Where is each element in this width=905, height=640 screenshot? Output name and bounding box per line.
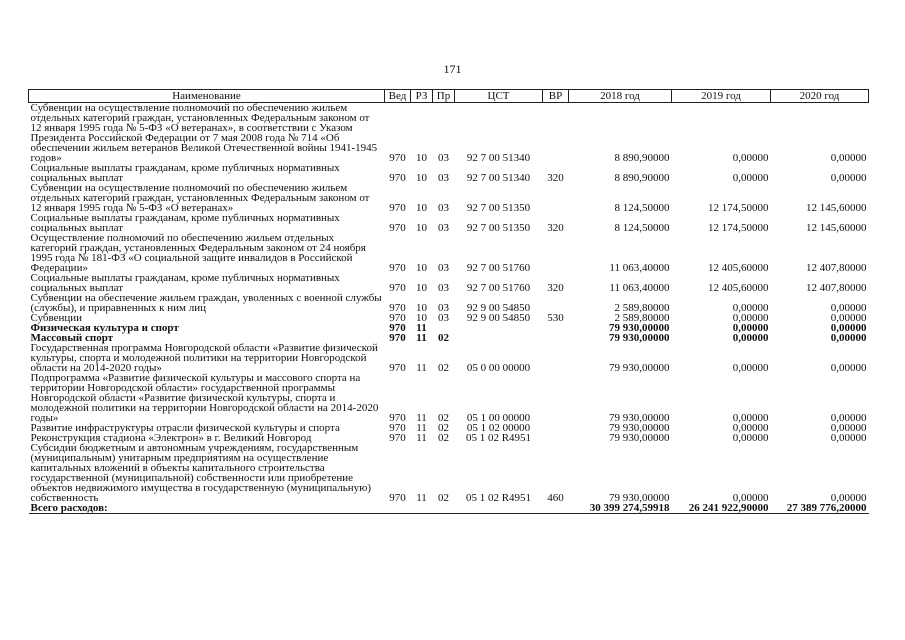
row-pr: 02 [438, 362, 449, 374]
table-row [29, 273, 869, 293]
row-vr [543, 343, 569, 373]
row-cst [455, 333, 543, 343]
header-2018: 2018 год [569, 90, 672, 103]
header-vr: ВР [543, 90, 569, 103]
table-row [29, 183, 869, 213]
row-2020: 12 407,80000 [806, 262, 867, 274]
row-vr [543, 103, 569, 164]
row-vr: 320 [547, 282, 564, 294]
row-name: Субвенции на осуществление полномочий по обеспечению жильем отдельных категорий граждан, установленных Федеральным законом от 12 января 1995 года № 5-ФЗ «О ветеранах» [30, 182, 370, 214]
row-rz: 11 [416, 322, 427, 334]
row-ved: 970 [389, 172, 406, 184]
header-pr: Пр [433, 90, 455, 103]
row-2020: 12 407,80000 [806, 282, 867, 294]
row-2019: 0,00000 [732, 422, 769, 434]
row-name: Социальные выплаты гражданам, кроме публичных нормативных социальных выплат [30, 212, 340, 234]
row-pr: 03 [438, 172, 449, 184]
row-2018: 11 063,40000 [609, 282, 670, 294]
header-2019: 2019 год [672, 90, 771, 103]
row-name: Субвенции на обеспечение жильем граждан, уволенных с военной службы (службы), и приравненных к ним лиц [30, 292, 382, 314]
row-name: Развитие инфраструктуры отрасли физической культуры и спорта [30, 422, 340, 434]
row-2019: 0,00000 [732, 312, 769, 324]
row-2019: 12 174,50000 [708, 222, 769, 234]
header-2020: 2020 год [771, 90, 869, 103]
row-vr: 320 [547, 172, 564, 184]
row-vr [543, 293, 569, 313]
row-pr: 03 [438, 222, 449, 234]
row-pr: 03 [438, 302, 449, 314]
row-2020: 0,00000 [830, 432, 867, 444]
row-vr [543, 183, 569, 213]
row-2019: 0,00000 [732, 362, 769, 374]
row-name: Реконструкция стадиона «Электрон» в г. Великий Новгород [30, 432, 312, 444]
row-vr [543, 373, 569, 423]
row-cst: 92 7 00 51350 [466, 222, 531, 234]
table-row [29, 163, 869, 183]
row-pr: 03 [438, 202, 449, 214]
header-name: Наименование [29, 90, 385, 103]
table-row [29, 213, 869, 233]
row-rz: 11 [416, 492, 427, 504]
row-2020: 0,00000 [830, 422, 867, 434]
row-vr [543, 333, 569, 343]
row-pr: 02 [438, 422, 449, 434]
row-name: Субвенции [30, 312, 83, 324]
row-rz: 10 [416, 262, 427, 274]
row-pr: 02 [438, 412, 449, 424]
row-name: Субвенции на осуществление полномочий по обеспечению жильем отдельных категорий граждан, установленных Федеральным законом от 12 января 1995 года № 5-ФЗ «О ветеранах», в соответствии с Указом Президента Российской Федерации от 7 мая 2008 года № 714 «Об обеспечении жильем ветеранов Великой Отечественной войны 1941-1945 годов» [30, 102, 378, 164]
row-2018: 79 930,00000 [609, 412, 670, 424]
row-rz: 10 [416, 202, 427, 214]
total-2018: 30 399 274,59918 [569, 503, 672, 514]
header-cst: ЦСТ [455, 90, 543, 103]
row-2018: 8 124,50000 [614, 222, 670, 234]
row-2020: 0,00000 [830, 332, 867, 344]
row-cst: 92 7 00 51760 [466, 262, 531, 274]
header-rz: РЗ [411, 90, 433, 103]
row-2018: 79 930,00000 [609, 492, 670, 504]
row-cst: 92 7 00 51340 [466, 152, 531, 164]
row-cst: 92 7 00 51340 [466, 172, 531, 184]
row-name: Государственная программа Новгородской области «Развитие физической культуры, спорта и молодежной политики на территории Новгородской области на 2014-2020 годы» [30, 342, 378, 374]
total-2019: 26 241 922,90000 [672, 503, 771, 514]
row-rz: 10 [416, 172, 427, 184]
row-ved: 970 [389, 412, 406, 424]
row-2020: 0,00000 [830, 302, 867, 314]
row-2020: 0,00000 [830, 492, 867, 504]
row-cst: 05 1 02 00000 [466, 422, 531, 434]
row-pr: 03 [438, 152, 449, 164]
row-vr [543, 433, 569, 443]
row-pr: 03 [438, 312, 449, 324]
budget-table [28, 89, 869, 514]
row-2018: 79 930,00000 [609, 322, 670, 334]
row-name: Физическая культура и спорт [30, 322, 179, 334]
row-ved: 970 [389, 362, 406, 374]
row-rz: 10 [416, 312, 427, 324]
table-header-row [29, 90, 869, 103]
row-ved: 970 [389, 312, 406, 324]
row-2019: 0,00000 [732, 412, 769, 424]
row-2019: 12 405,60000 [708, 282, 769, 294]
row-vr: 320 [547, 222, 564, 234]
row-2020: 0,00000 [830, 322, 867, 334]
row-cst: 05 1 00 00000 [466, 412, 531, 424]
row-name: Социальные выплаты гражданам, кроме публичных нормативных социальных выплат [30, 272, 340, 294]
row-cst: 92 9 00 54850 [466, 302, 531, 314]
row-vr [543, 423, 569, 433]
row-2018: 8 890,90000 [614, 152, 670, 164]
row-vr [543, 323, 569, 333]
row-ved: 970 [389, 262, 406, 274]
table-row [29, 373, 869, 423]
row-pr: 03 [438, 262, 449, 274]
row-2018: 8 124,50000 [614, 202, 670, 214]
row-2019: 0,00000 [732, 432, 769, 444]
table-row [29, 103, 869, 164]
row-rz: 10 [416, 302, 427, 314]
row-cst [455, 323, 543, 333]
row-cst: 92 7 00 51760 [466, 282, 531, 294]
row-2018: 79 930,00000 [609, 422, 670, 434]
row-2018: 79 930,00000 [609, 362, 670, 374]
row-cst: 92 9 00 54850 [466, 312, 531, 324]
row-2020: 0,00000 [830, 152, 867, 164]
table-row [29, 233, 869, 273]
row-cst: 05 1 02 R4951 [465, 492, 532, 504]
table-row [29, 443, 869, 503]
row-rz: 11 [416, 422, 427, 434]
row-pr: 02 [438, 332, 449, 344]
row-2020: 12 145,60000 [806, 202, 867, 214]
row-name: Подпрограмма «Развитие физической культуры и массового спорта на территории Новгородской области» государственной программы Новгородской области «Развитие физической культуры, спорта и молодежной политики на территории Новгородской области на 2014-2020 годы» [30, 372, 379, 424]
row-2019: 0,00000 [732, 332, 769, 344]
row-2020: 0,00000 [830, 172, 867, 184]
row-2018: 2 589,80000 [614, 312, 670, 324]
table-row [29, 343, 869, 373]
row-2019: 12 174,50000 [708, 202, 769, 214]
row-2019: 0,00000 [732, 152, 769, 164]
row-rz: 10 [416, 282, 427, 294]
row-2018: 8 890,90000 [614, 172, 670, 184]
row-name: Социальные выплаты гражданам, кроме публичных нормативных социальных выплат [30, 162, 340, 184]
row-2019: 0,00000 [732, 172, 769, 184]
row-rz: 11 [416, 412, 427, 424]
row-vr [543, 233, 569, 273]
row-name: Осуществление полномочий по обеспечению жильем отдельных категорий граждан, установленных Федеральным законом от 24 ноября 1995 года № 181-ФЗ «О социальной защите инвалидов в Российской Федерации» [30, 232, 366, 274]
row-vr: 530 [547, 312, 564, 324]
row-ved: 970 [389, 422, 406, 434]
row-cst: 92 7 00 51350 [466, 202, 531, 214]
row-ved: 970 [389, 282, 406, 294]
row-ved: 970 [389, 302, 406, 314]
row-pr: 02 [438, 492, 449, 504]
row-ved: 970 [389, 152, 406, 164]
row-ved: 970 [389, 322, 406, 334]
row-2018: 79 930,00000 [609, 332, 670, 344]
row-name: Массовый спорт [30, 332, 114, 344]
row-2019: 12 405,60000 [708, 262, 769, 274]
row-rz: 11 [416, 362, 427, 374]
row-2020: 0,00000 [830, 312, 867, 324]
row-ved: 970 [389, 492, 406, 504]
row-rz: 10 [416, 222, 427, 234]
total-2020: 27 389 776,20000 [771, 503, 869, 514]
row-2019: 0,00000 [732, 302, 769, 314]
row-2019: 0,00000 [732, 492, 769, 504]
row-name: Субсидии бюджетным и автономным учреждениям, государственным (муниципальным) унитарным предприятиям на осуществление капитальных вложений в объекты капитального строительства государственной (муниципальной) собственности или приобретение объектов недвижимого имущества в государственную (муниципальную) собственность [30, 442, 372, 504]
row-rz: 11 [416, 332, 427, 344]
row-pr: 03 [438, 282, 449, 294]
row-2018: 2 589,80000 [614, 302, 670, 314]
row-2018: 11 063,40000 [609, 262, 670, 274]
total-label: Всего расходов: [29, 503, 385, 514]
row-cst: 05 0 00 00000 [466, 362, 531, 374]
row-pr: 02 [438, 432, 449, 444]
header-ved: Вед [385, 90, 411, 103]
row-2020: 0,00000 [830, 412, 867, 424]
row-2020: 12 145,60000 [806, 222, 867, 234]
row-ved: 970 [389, 222, 406, 234]
row-cst: 05 1 02 R4951 [465, 432, 532, 444]
page-number: 171 [443, 62, 462, 76]
row-2019: 0,00000 [732, 322, 769, 334]
table-row [29, 293, 869, 313]
row-rz: 10 [416, 152, 427, 164]
row-2018: 79 930,00000 [609, 432, 670, 444]
row-vr: 460 [547, 492, 564, 504]
row-ved: 970 [389, 432, 406, 444]
total-row [29, 503, 869, 514]
row-ved: 970 [389, 202, 406, 214]
row-ved: 970 [389, 332, 406, 344]
row-rz: 11 [416, 432, 427, 444]
row-2020: 0,00000 [830, 362, 867, 374]
